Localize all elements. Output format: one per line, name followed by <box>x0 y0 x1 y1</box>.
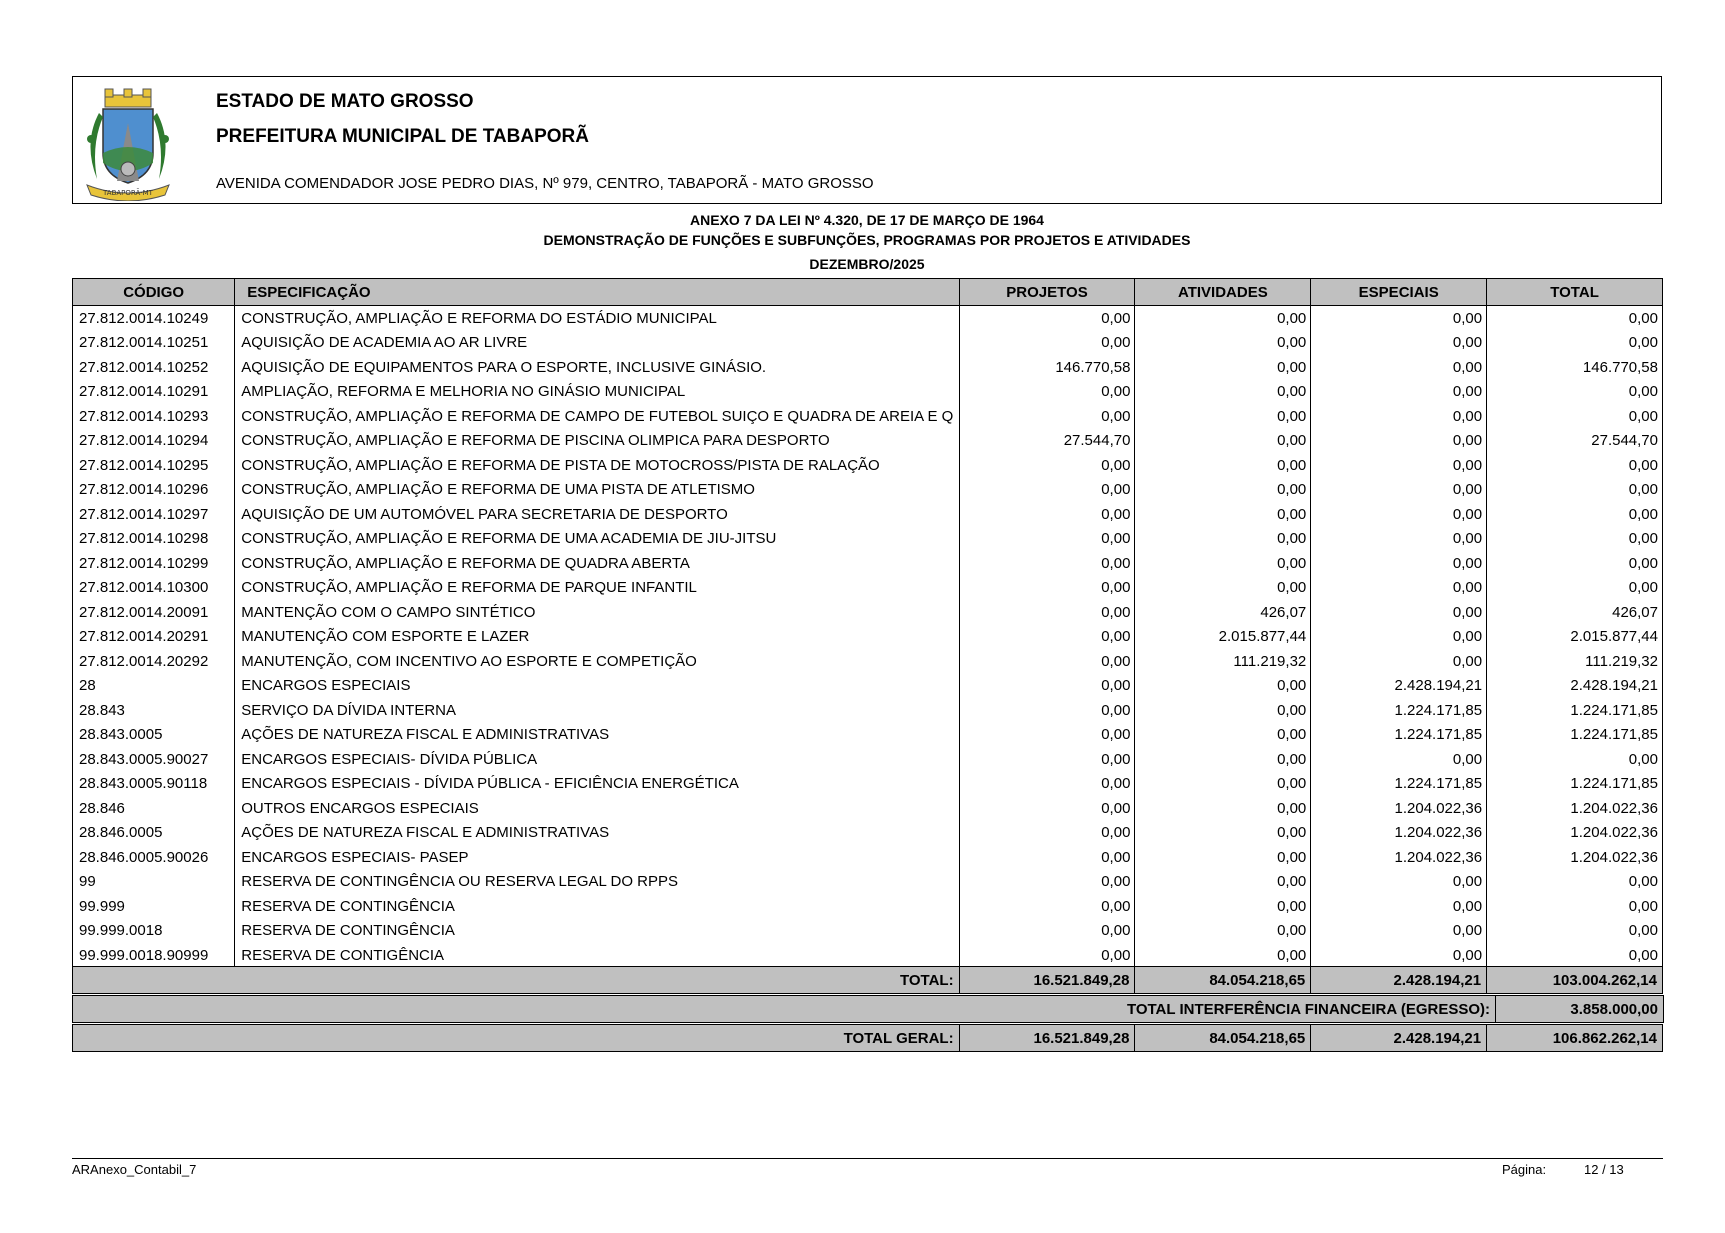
cell-total: 1.224.171,85 <box>1487 772 1663 797</box>
table-row <box>73 649 1663 674</box>
cell-codigo: 28.846 <box>73 796 235 821</box>
cell-total: 0,00 <box>1487 870 1663 895</box>
cell-especiais: 0,00 <box>1311 355 1487 380</box>
table-row <box>73 698 1663 723</box>
cell-especiais: 0,00 <box>1311 429 1487 454</box>
col-header-atividades: ATIVIDADES <box>1135 279 1311 306</box>
table-row <box>73 453 1663 478</box>
table-row <box>73 943 1663 968</box>
cell-especificacao: CONSTRUÇÃO, AMPLIAÇÃO E REFORMA DE UMA PISTA DE ATLETISMO <box>235 478 959 503</box>
interference-row <box>72 995 1664 1023</box>
cell-especificacao: AQUISIÇÃO DE EQUIPAMENTOS PARA O ESPORTE, INCLUSIVE GINÁSIO. <box>235 355 959 380</box>
cell-especiais: 0,00 <box>1311 870 1487 895</box>
cell-atividades: 0,00 <box>1135 380 1311 405</box>
cell-total: 2.015.877,44 <box>1487 625 1663 650</box>
cell-especiais: 0,00 <box>1311 943 1487 968</box>
cell-codigo: 27.812.0014.10293 <box>73 404 235 429</box>
cell-projetos: 0,00 <box>959 576 1135 601</box>
cell-codigo: 27.812.0014.10298 <box>73 527 235 552</box>
cell-atividades: 0,00 <box>1135 404 1311 429</box>
cell-total: 0,00 <box>1487 551 1663 576</box>
cell-especiais: 0,00 <box>1311 600 1487 625</box>
table-row <box>73 723 1663 748</box>
cell-total: 0,00 <box>1487 527 1663 552</box>
table-row <box>73 551 1663 576</box>
cell-codigo: 27.812.0014.10252 <box>73 355 235 380</box>
cell-codigo: 28 <box>73 674 235 699</box>
cell-codigo: 27.812.0014.10249 <box>73 306 235 331</box>
cell-especificacao: AMPLIAÇÃO, REFORMA E MELHORIA NO GINÁSIO MUNICIPAL <box>235 380 959 405</box>
cell-atividades: 0,00 <box>1135 698 1311 723</box>
table-header-row <box>73 279 1663 306</box>
cell-atividades: 0,00 <box>1135 429 1311 454</box>
cell-total: 0,00 <box>1487 380 1663 405</box>
state-name: ESTADO DE MATO GROSSO <box>216 91 474 112</box>
cell-especiais: 2.428.194,21 <box>1311 674 1487 699</box>
table-row <box>73 576 1663 601</box>
cell-atividades: 0,00 <box>1135 796 1311 821</box>
cell-total: 1.204.022,36 <box>1487 796 1663 821</box>
report-period: DEZEMBRO/2025 <box>809 256 925 272</box>
cell-especiais: 0,00 <box>1311 331 1487 356</box>
cell-projetos: 0,00 <box>959 821 1135 846</box>
table-row <box>73 355 1663 380</box>
cell-especificacao: SERVIÇO DA DÍVIDA INTERNA <box>235 698 959 723</box>
cell-especificacao: ENCARGOS ESPECIAIS- DÍVIDA PÚBLICA <box>235 747 959 772</box>
cell-codigo: 27.812.0014.10296 <box>73 478 235 503</box>
cell-especificacao: AQUISIÇÃO DE ACADEMIA AO AR LIVRE <box>235 331 959 356</box>
cell-atividades: 2.015.877,44 <box>1135 625 1311 650</box>
cell-atividades: 0,00 <box>1135 747 1311 772</box>
cell-atividades: 0,00 <box>1135 576 1311 601</box>
cell-especiais: 0,00 <box>1311 453 1487 478</box>
cell-projetos: 0,00 <box>959 331 1135 356</box>
cell-codigo: 28.846.0005 <box>73 821 235 846</box>
cell-total: 0,00 <box>1487 453 1663 478</box>
table-row <box>73 625 1663 650</box>
cell-atividades: 0,00 <box>1135 478 1311 503</box>
cell-atividades: 0,00 <box>1135 845 1311 870</box>
cell-codigo: 27.812.0014.10299 <box>73 551 235 576</box>
cell-especificacao: CONSTRUÇÃO, AMPLIAÇÃO E REFORMA DE PISCINA OLIMPICA PARA DESPORTO <box>235 429 959 454</box>
cell-total: 1.224.171,85 <box>1487 698 1663 723</box>
cell-atividades: 0,00 <box>1135 453 1311 478</box>
cell-codigo: 27.812.0014.10291 <box>73 380 235 405</box>
table-row <box>73 600 1663 625</box>
cell-projetos: 0,00 <box>959 796 1135 821</box>
cell-especificacao: CONSTRUÇÃO, AMPLIAÇÃO E REFORMA DE PISTA DE MOTOCROSS/PISTA DE RALAÇÃO <box>235 453 959 478</box>
total-label: TOTAL: <box>73 967 960 994</box>
cell-total: 27.544,70 <box>1487 429 1663 454</box>
total-total: 103.004.262,14 <box>1487 967 1663 994</box>
cell-total: 0,00 <box>1487 404 1663 429</box>
cell-projetos: 0,00 <box>959 306 1135 331</box>
cell-projetos: 146.770,58 <box>959 355 1135 380</box>
cell-especificacao: RESERVA DE CONTINGÊNCIA <box>235 919 959 944</box>
cell-projetos: 0,00 <box>959 625 1135 650</box>
cell-codigo: 27.812.0014.20292 <box>73 649 235 674</box>
cell-codigo: 28.843.0005.90027 <box>73 747 235 772</box>
cell-projetos: 0,00 <box>959 527 1135 552</box>
cell-projetos: 0,00 <box>959 478 1135 503</box>
cell-total: 1.224.171,85 <box>1487 723 1663 748</box>
cell-especiais: 0,00 <box>1311 649 1487 674</box>
footer-report-name: ARAnexo_Contabil_7 <box>72 1162 197 1177</box>
cell-especiais: 0,00 <box>1311 894 1487 919</box>
cell-total: 0,00 <box>1487 747 1663 772</box>
cell-especificacao: AÇÕES DE NATUREZA FISCAL E ADMINISTRATIVAS <box>235 821 959 846</box>
cell-especificacao: MANUTENÇÃO, COM INCENTIVO AO ESPORTE E COMPETIÇÃO <box>235 649 959 674</box>
cell-atividades: 0,00 <box>1135 870 1311 895</box>
cell-especificacao: ENCARGOS ESPECIAIS - DÍVIDA PÚBLICA - EFICIÊNCIA ENERGÉTICA <box>235 772 959 797</box>
cell-projetos: 0,00 <box>959 649 1135 674</box>
prefecture-name: PREFEITURA MUNICIPAL DE TABAPORÃ <box>216 126 589 147</box>
cell-atividades: 0,00 <box>1135 527 1311 552</box>
cell-projetos: 0,00 <box>959 380 1135 405</box>
cell-total: 146.770,58 <box>1487 355 1663 380</box>
cell-especiais: 0,00 <box>1311 551 1487 576</box>
cell-projetos: 0,00 <box>959 551 1135 576</box>
cell-especificacao: RESERVA DE CONTINGÊNCIA <box>235 894 959 919</box>
grand-total-projetos: 16.521.849,28 <box>959 1025 1135 1052</box>
cell-especificacao: MANTENÇÃO COM O CAMPO SINTÉTICO <box>235 600 959 625</box>
cell-especiais: 0,00 <box>1311 919 1487 944</box>
cell-total: 1.204.022,36 <box>1487 821 1663 846</box>
cell-total: 0,00 <box>1487 894 1663 919</box>
cell-codigo: 27.812.0014.20291 <box>73 625 235 650</box>
table-row <box>73 821 1663 846</box>
cell-codigo: 28.843 <box>73 698 235 723</box>
cell-codigo: 27.812.0014.10300 <box>73 576 235 601</box>
cell-especificacao: AÇÕES DE NATUREZA FISCAL E ADMINISTRATIVAS <box>235 723 959 748</box>
cell-projetos: 0,00 <box>959 404 1135 429</box>
table-row <box>73 380 1663 405</box>
cell-especiais: 0,00 <box>1311 576 1487 601</box>
cell-atividades: 0,00 <box>1135 943 1311 968</box>
cell-total: 426,07 <box>1487 600 1663 625</box>
cell-codigo: 99 <box>73 870 235 895</box>
report-title: DEMONSTRAÇÃO DE FUNÇÕES E SUBFUNÇÕES, PROGRAMAS POR PROJETOS E ATIVIDADES <box>543 232 1191 248</box>
cell-total: 0,00 <box>1487 478 1663 503</box>
col-header-projetos: PROJETOS <box>959 279 1135 306</box>
cell-total: 0,00 <box>1487 306 1663 331</box>
cell-codigo: 27.812.0014.10295 <box>73 453 235 478</box>
cell-especiais: 0,00 <box>1311 404 1487 429</box>
cell-especiais: 1.204.022,36 <box>1311 796 1487 821</box>
municipal-coat-of-arms-logo <box>77 83 179 201</box>
table-row <box>73 331 1663 356</box>
cell-codigo: 28.843.0005 <box>73 723 235 748</box>
col-header-especiais: ESPECIAIS <box>1311 279 1487 306</box>
cell-codigo: 27.812.0014.10294 <box>73 429 235 454</box>
cell-atividades: 111.219,32 <box>1135 649 1311 674</box>
table-row <box>73 845 1663 870</box>
grand-total-especiais: 2.428.194,21 <box>1311 1025 1487 1052</box>
cell-especificacao: CONSTRUÇÃO, AMPLIAÇÃO E REFORMA DE QUADRA ABERTA <box>235 551 959 576</box>
table-row <box>73 747 1663 772</box>
cell-total: 0,00 <box>1487 919 1663 944</box>
cell-projetos: 0,00 <box>959 772 1135 797</box>
cell-especificacao: ENCARGOS ESPECIAIS <box>235 674 959 699</box>
table-row <box>73 478 1663 503</box>
cell-atividades: 0,00 <box>1135 674 1311 699</box>
grand-total-label: TOTAL GERAL: <box>73 1025 960 1052</box>
cell-total: 0,00 <box>1487 576 1663 601</box>
cell-atividades: 0,00 <box>1135 502 1311 527</box>
cell-especiais: 1.224.171,85 <box>1311 772 1487 797</box>
cell-codigo: 99.999.0018.90999 <box>73 943 235 968</box>
footer-page-label: Página: <box>1502 1162 1547 1177</box>
table-row <box>73 527 1663 552</box>
prefecture-address: AVENIDA COMENDADOR JOSE PEDRO DIAS, Nº 979, CENTRO, TABAPORÃ - MATO GROSSO <box>216 175 874 192</box>
interference-label: TOTAL INTERFERÊNCIA FINANCEIRA (EGRESSO): <box>73 996 1496 1023</box>
cell-atividades: 0,00 <box>1135 331 1311 356</box>
cell-atividades: 0,00 <box>1135 723 1311 748</box>
cell-especiais: 0,00 <box>1311 478 1487 503</box>
footer-page-number: 12 / 13 <box>1584 1162 1624 1177</box>
cell-especiais: 0,00 <box>1311 502 1487 527</box>
table-row <box>73 772 1663 797</box>
cell-projetos: 0,00 <box>959 453 1135 478</box>
col-header-codigo: CÓDIGO <box>73 279 235 306</box>
table-row <box>73 674 1663 699</box>
cell-atividades: 0,00 <box>1135 919 1311 944</box>
grand-total-row <box>72 1024 1663 1052</box>
cell-projetos: 0,00 <box>959 747 1135 772</box>
cell-projetos: 0,00 <box>959 723 1135 748</box>
total-projetos: 16.521.849,28 <box>959 967 1135 994</box>
cell-total: 1.204.022,36 <box>1487 845 1663 870</box>
cell-especificacao: ENCARGOS ESPECIAIS- PASEP <box>235 845 959 870</box>
table-row <box>73 306 1663 331</box>
cell-especificacao: OUTROS ENCARGOS ESPECIAIS <box>235 796 959 821</box>
cell-projetos: 0,00 <box>959 674 1135 699</box>
cell-especiais: 0,00 <box>1311 747 1487 772</box>
table-row <box>73 894 1663 919</box>
cell-atividades: 0,00 <box>1135 551 1311 576</box>
cell-projetos: 27.544,70 <box>959 429 1135 454</box>
cell-codigo: 27.812.0014.10251 <box>73 331 235 356</box>
total-atividades: 84.054.218,65 <box>1135 967 1311 994</box>
table-row <box>73 919 1663 944</box>
cell-total: 0,00 <box>1487 943 1663 968</box>
cell-codigo: 28.843.0005.90118 <box>73 772 235 797</box>
svg-text:TABAPORÃ-MT: TABAPORÃ-MT <box>103 189 153 197</box>
annex-title: ANEXO 7 DA LEI Nº 4.320, DE 17 DE MARÇO DE 1964 <box>690 212 1044 228</box>
cell-projetos: 0,00 <box>959 845 1135 870</box>
cell-codigo: 99.999 <box>73 894 235 919</box>
cell-total: 111.219,32 <box>1487 649 1663 674</box>
cell-especiais: 1.204.022,36 <box>1311 845 1487 870</box>
cell-atividades: 426,07 <box>1135 600 1311 625</box>
interference-value: 3.858.000,00 <box>1496 996 1664 1023</box>
col-header-total: TOTAL <box>1487 279 1663 306</box>
total-especiais: 2.428.194,21 <box>1311 967 1487 994</box>
cell-projetos: 0,00 <box>959 502 1135 527</box>
cell-projetos: 0,00 <box>959 943 1135 968</box>
cell-especificacao: MANUTENÇÃO COM ESPORTE E LAZER <box>235 625 959 650</box>
cell-projetos: 0,00 <box>959 919 1135 944</box>
cell-especificacao: AQUISIÇÃO DE UM AUTOMÓVEL PARA SECRETARIA DE DESPORTO <box>235 502 959 527</box>
footer-divider <box>72 1158 1663 1159</box>
cell-especificacao: CONSTRUÇÃO, AMPLIAÇÃO E REFORMA DE UMA ACADEMIA DE JIU-JITSU <box>235 527 959 552</box>
cell-especiais: 1.224.171,85 <box>1311 698 1487 723</box>
cell-total: 0,00 <box>1487 502 1663 527</box>
cell-especificacao: RESERVA DE CONTIGÊNCIA <box>235 943 959 968</box>
cell-total: 0,00 <box>1487 331 1663 356</box>
cell-especiais: 1.224.171,85 <box>1311 723 1487 748</box>
cell-atividades: 0,00 <box>1135 772 1311 797</box>
cell-especiais: 1.204.022,36 <box>1311 821 1487 846</box>
cell-atividades: 0,00 <box>1135 821 1311 846</box>
cell-codigo: 27.812.0014.10297 <box>73 502 235 527</box>
cell-projetos: 0,00 <box>959 894 1135 919</box>
table-row <box>73 404 1663 429</box>
cell-especificacao: RESERVA DE CONTINGÊNCIA OU RESERVA LEGAL DO RPPS <box>235 870 959 895</box>
cell-codigo: 28.846.0005.90026 <box>73 845 235 870</box>
cell-especificacao: CONSTRUÇÃO, AMPLIAÇÃO E REFORMA DO ESTÁDIO MUNICIPAL <box>235 306 959 331</box>
cell-especiais: 0,00 <box>1311 306 1487 331</box>
total-row <box>72 966 1663 994</box>
col-header-especificacao: ESPECIFICAÇÃO <box>235 279 959 306</box>
table-row <box>73 870 1663 895</box>
cell-projetos: 0,00 <box>959 600 1135 625</box>
cell-especiais: 0,00 <box>1311 625 1487 650</box>
cell-codigo: 99.999.0018 <box>73 919 235 944</box>
grand-total-atividades: 84.054.218,65 <box>1135 1025 1311 1052</box>
report-header <box>72 76 1662 204</box>
table-row <box>73 502 1663 527</box>
grand-total-total: 106.862.262,14 <box>1487 1025 1663 1052</box>
cell-atividades: 0,00 <box>1135 306 1311 331</box>
cell-especificacao: CONSTRUÇÃO, AMPLIAÇÃO E REFORMA DE CAMPO DE FUTEBOL SUIÇO E QUADRA DE AREIA E Q <box>235 404 959 429</box>
cell-especiais: 0,00 <box>1311 527 1487 552</box>
cell-total: 2.428.194,21 <box>1487 674 1663 699</box>
cell-atividades: 0,00 <box>1135 355 1311 380</box>
cell-projetos: 0,00 <box>959 698 1135 723</box>
cell-codigo: 27.812.0014.20091 <box>73 600 235 625</box>
table-row <box>73 796 1663 821</box>
cell-especificacao: CONSTRUÇÃO, AMPLIAÇÃO E REFORMA DE PARQUE INFANTIL <box>235 576 959 601</box>
cell-especiais: 0,00 <box>1311 380 1487 405</box>
cell-atividades: 0,00 <box>1135 894 1311 919</box>
table-row <box>73 429 1663 454</box>
functions-table <box>72 278 1663 969</box>
cell-projetos: 0,00 <box>959 870 1135 895</box>
